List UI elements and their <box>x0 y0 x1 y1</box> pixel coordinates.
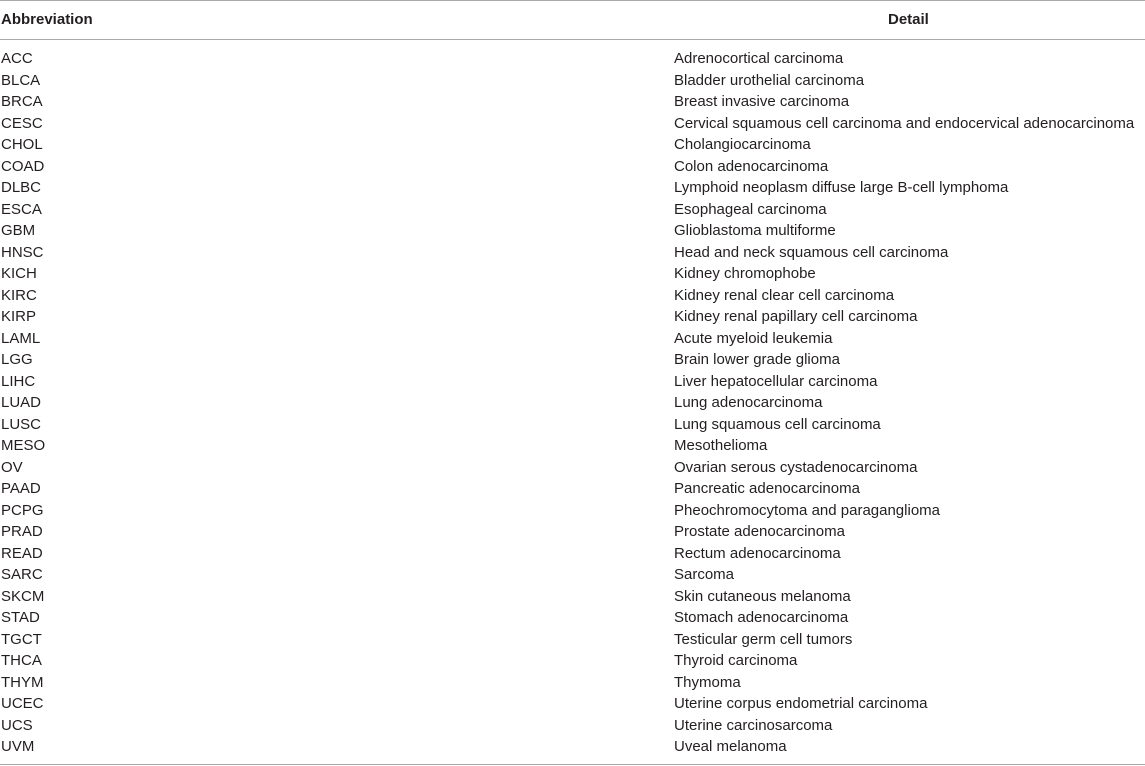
table-row <box>0 329 1145 351</box>
abbreviation-cell: CHOL <box>1 136 43 153</box>
abbreviation-cell: THYM <box>1 673 44 691</box>
table-header-row <box>0 0 1145 39</box>
table-row <box>0 479 1145 501</box>
abbreviation-cell: PRAD <box>1 523 43 540</box>
abbreviation-cell: LIHC <box>1 372 36 390</box>
table-row <box>0 264 1145 286</box>
detail-cell: Sarcoma <box>674 566 735 583</box>
detail-cell: Ovarian serous cystadenocarcinoma <box>674 458 918 476</box>
abbreviation-cell: CESC <box>1 114 43 132</box>
detail-cell: Colon adenocarcinoma <box>674 157 829 175</box>
abbreviation-cell: READ <box>1 544 43 562</box>
detail-cell: Glioblastoma multiforme <box>674 222 836 239</box>
abbreviation-cell: LUSC <box>1 415 42 433</box>
abbreviation-cell: DLBC <box>1 179 42 196</box>
table-row <box>0 651 1145 673</box>
detail-cell: Lymphoid neoplasm diffuse large B-cell lymphoma <box>674 179 1009 196</box>
table-header-rule <box>0 39 1145 40</box>
abbreviation-cell: LAML <box>1 329 41 347</box>
table-row <box>0 630 1145 652</box>
abbreviation-cell: LGG <box>1 351 33 368</box>
abbreviation-cell: ESCA <box>1 200 42 218</box>
abbreviation-cell: LUAD <box>1 394 42 411</box>
table-row <box>0 694 1145 716</box>
abbreviation-cell: KICH <box>1 265 37 282</box>
detail-cell: Liver hepatocellular carcinoma <box>674 372 878 390</box>
abbreviation-cell: PAAD <box>1 480 41 497</box>
abbreviation-cell: THCA <box>1 652 42 669</box>
table-row <box>0 716 1145 738</box>
abbreviation-cell: BRCA <box>1 93 43 110</box>
abbreviation-cell: UCEC <box>1 695 44 712</box>
abbreviation-cell: COAD <box>1 157 45 175</box>
table-row <box>0 178 1145 200</box>
table-row <box>0 71 1145 93</box>
abbreviation-cell: ACC <box>1 50 33 67</box>
detail-cell: Rectum adenocarcinoma <box>674 544 841 562</box>
table-row <box>0 92 1145 114</box>
detail-cell: Prostate adenocarcinoma <box>674 523 845 540</box>
table-row <box>0 565 1145 587</box>
header-abbreviation: Abbreviation <box>1 11 93 28</box>
detail-cell: Cervical squamous cell carcinoma and endocervical adenocarcinoma <box>674 114 1135 132</box>
detail-cell: Head and neck squamous cell carcinoma <box>674 243 949 261</box>
detail-cell: Pheochromocytoma and paraganglioma <box>674 501 940 519</box>
detail-cell: Pancreatic adenocarcinoma <box>674 480 860 497</box>
table-row <box>0 49 1145 71</box>
abbreviation-cell: SKCM <box>1 587 45 605</box>
table-row <box>0 307 1145 329</box>
table-row <box>0 286 1145 308</box>
table-row <box>0 393 1145 415</box>
detail-cell: Breast invasive carcinoma <box>674 93 850 110</box>
detail-cell: Bladder urothelial carcinoma <box>674 71 865 89</box>
detail-cell: Stomach adenocarcinoma <box>674 609 849 626</box>
table-row <box>0 372 1145 394</box>
table-row <box>0 350 1145 372</box>
table-row <box>0 587 1145 609</box>
abbreviation-cell: OV <box>1 458 23 476</box>
detail-cell: Kidney chromophobe <box>674 265 816 282</box>
abbreviation-cell: MESO <box>1 437 46 454</box>
abbreviation-cell: KIRP <box>1 308 37 325</box>
table-row <box>0 221 1145 243</box>
table-row <box>0 458 1145 480</box>
detail-cell: Kidney renal papillary cell carcinoma <box>674 308 918 325</box>
abbreviation-cell: UCS <box>1 716 33 734</box>
abbreviation-cell: GBM <box>1 222 36 239</box>
abbreviation-cell: KIRC <box>1 286 37 304</box>
detail-cell: Mesothelioma <box>674 437 768 454</box>
table-body <box>0 49 1145 759</box>
table-row <box>0 436 1145 458</box>
detail-cell: Lung squamous cell carcinoma <box>674 415 881 433</box>
abbreviation-cell: TGCT <box>1 630 42 648</box>
table-row <box>0 114 1145 136</box>
detail-cell: Acute myeloid leukemia <box>674 329 833 347</box>
abbreviation-cell: BLCA <box>1 71 41 89</box>
table-row <box>0 673 1145 695</box>
table-row <box>0 608 1145 630</box>
detail-cell: Adrenocortical carcinoma <box>674 50 844 67</box>
table-row <box>0 501 1145 523</box>
abbreviation-cell: UVM <box>1 738 35 755</box>
detail-cell: Esophageal carcinoma <box>674 200 827 218</box>
table-row <box>0 243 1145 265</box>
detail-cell: Uveal melanoma <box>674 738 787 755</box>
table-row <box>0 415 1145 437</box>
detail-cell: Uterine corpus endometrial carcinoma <box>674 695 928 712</box>
detail-cell: Skin cutaneous melanoma <box>674 587 851 605</box>
table-row <box>0 522 1145 544</box>
table-row <box>0 135 1145 157</box>
table-row <box>0 737 1145 759</box>
detail-cell: Brain lower grade glioma <box>674 351 840 368</box>
detail-cell: Thyroid carcinoma <box>674 652 798 669</box>
detail-cell: Testicular germ cell tumors <box>674 630 853 648</box>
abbreviation-cell: SARC <box>1 566 43 583</box>
abbreviation-cell: HNSC <box>1 243 44 261</box>
header-detail: Detail <box>888 11 929 28</box>
detail-cell: Uterine carcinosarcoma <box>674 716 833 734</box>
table-bottom-rule <box>0 764 1145 765</box>
detail-cell: Lung adenocarcinoma <box>674 394 823 411</box>
abbreviation-cell: STAD <box>1 609 40 626</box>
table-row <box>0 544 1145 566</box>
abbreviation-cell: PCPG <box>1 501 44 519</box>
table-row <box>0 157 1145 179</box>
table-row <box>0 200 1145 222</box>
detail-cell: Kidney renal clear cell carcinoma <box>674 286 895 304</box>
detail-cell: Thymoma <box>674 673 741 691</box>
detail-cell: Cholangiocarcinoma <box>674 136 811 153</box>
